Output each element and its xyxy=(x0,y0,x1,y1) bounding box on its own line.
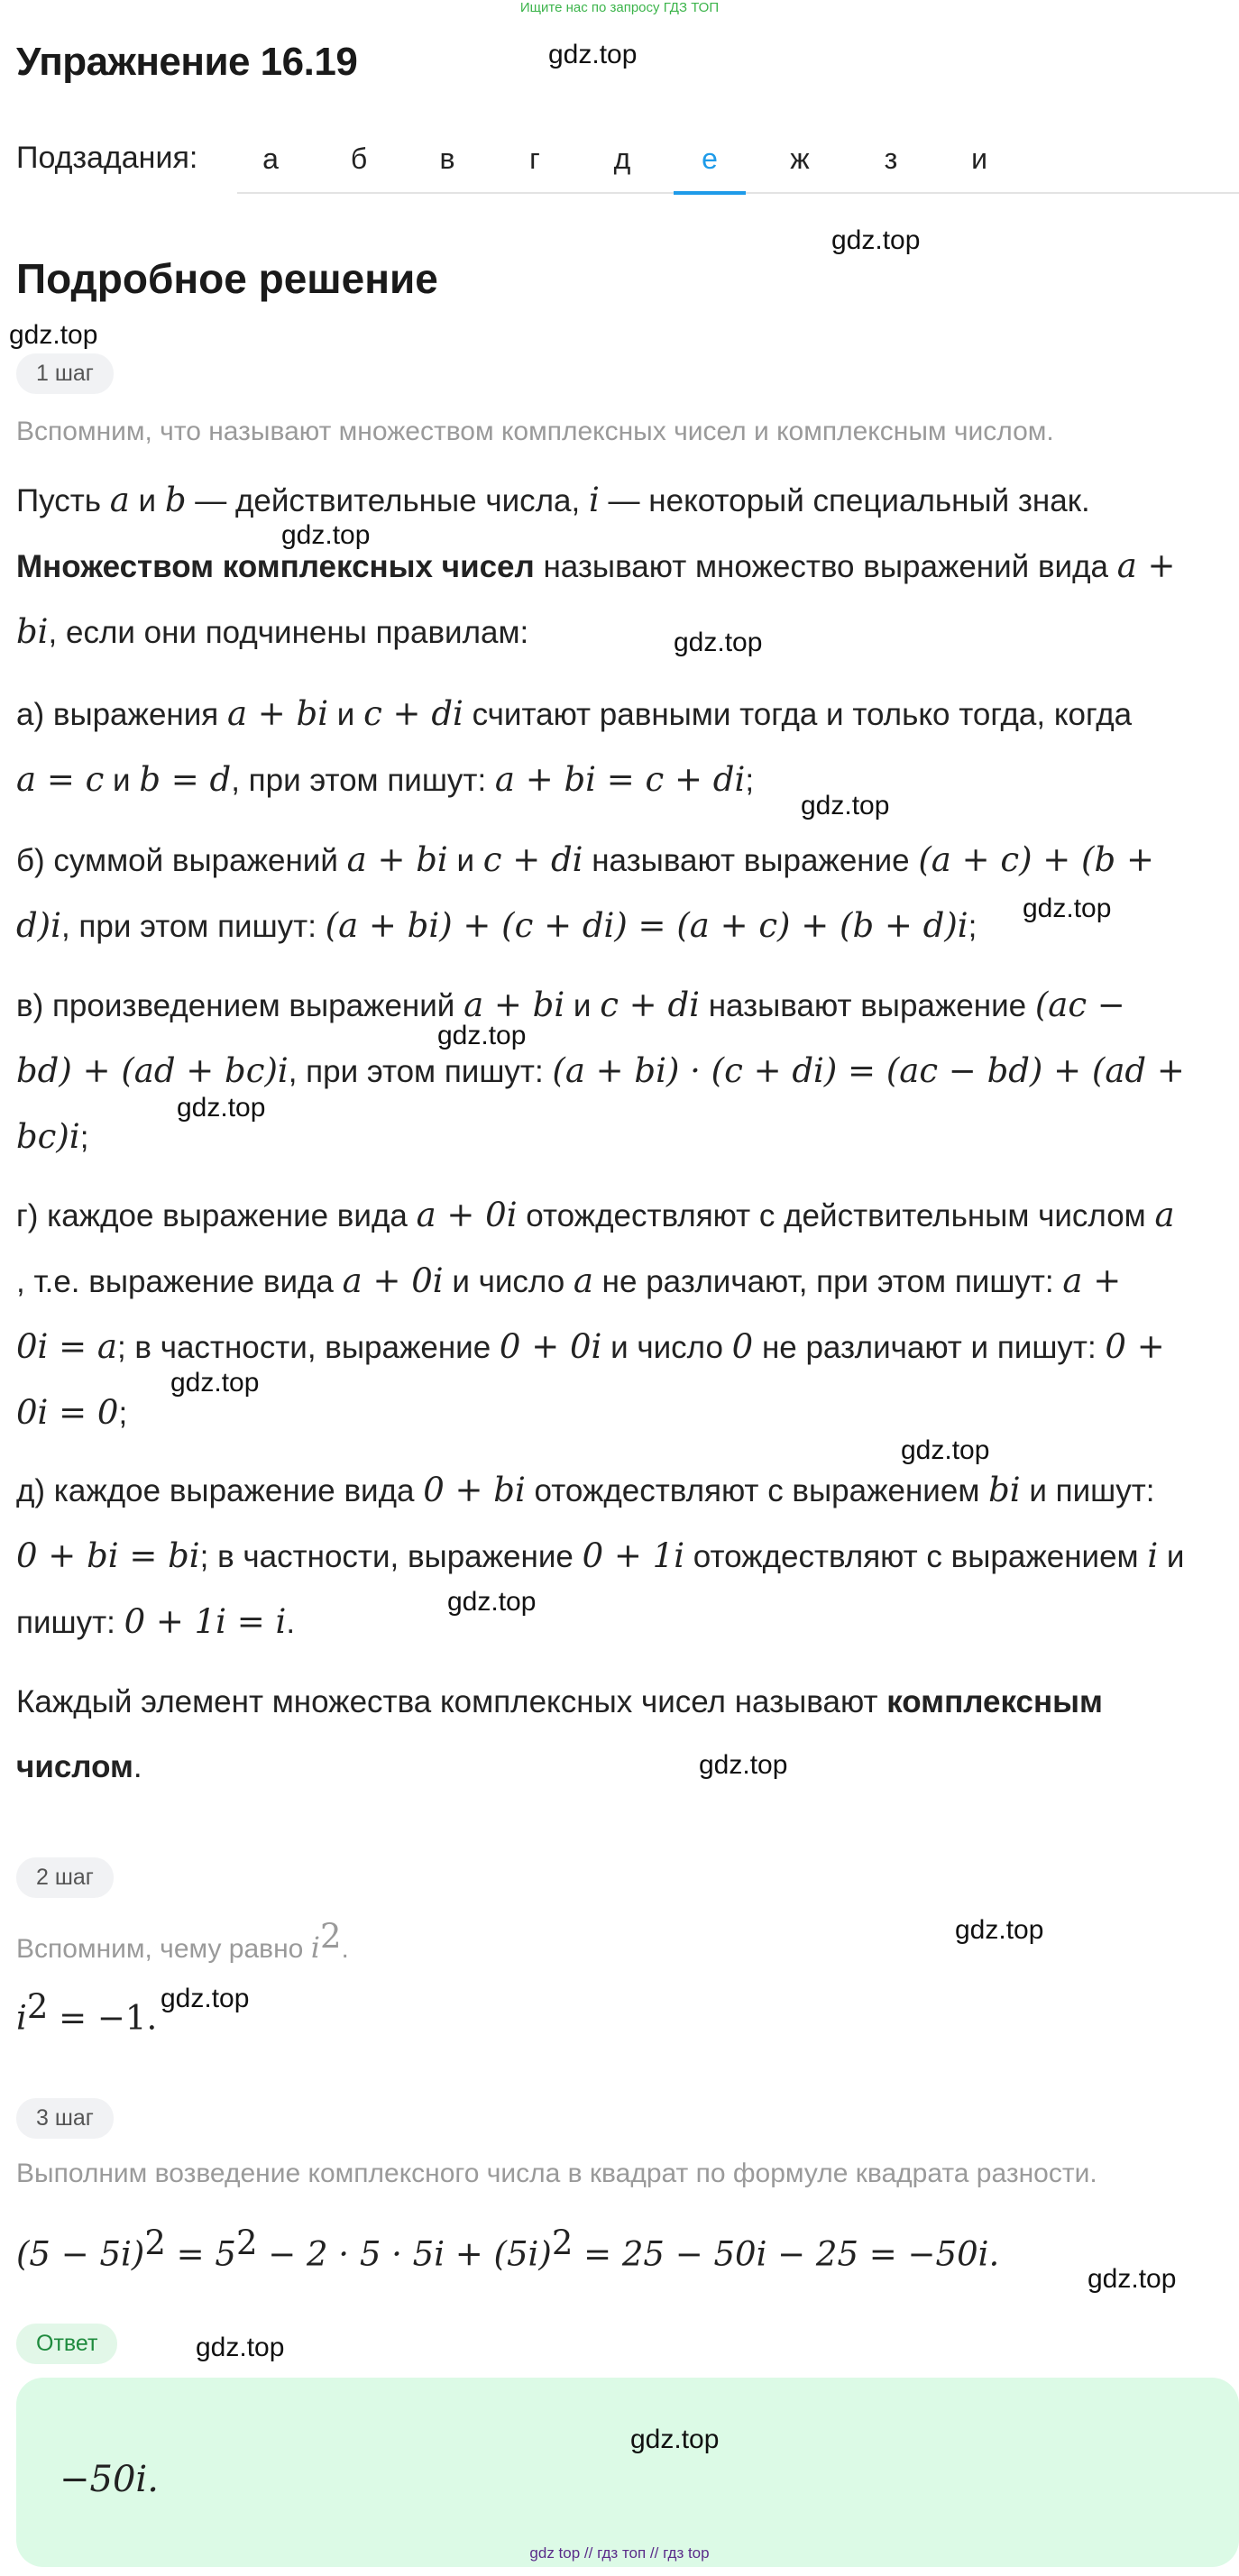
rule-d: д) каждое выражение вида 0 + bi отождествляют с выражением bi и пишут: 0 + bi = bi; в частности, выражение 0 + 1i отождествляют с выражением i и пишут: 0 + 1i = i. xyxy=(16,1471,1185,1641)
page-title: Упражнение 16.19 xyxy=(16,40,358,84)
subtask-nav xyxy=(16,137,1239,195)
step-3-badge: 3 шаг xyxy=(16,2098,114,2139)
step-2-equation: $i^2 = -1$. xyxy=(16,1987,158,2038)
watermark: gdz.top xyxy=(161,1984,250,2013)
step-1-intro: Пусть a и b — действительные числа, i — некоторый специальный знак. xyxy=(16,481,1090,519)
complex-number-definition: Каждый элемент множества комплексных чисел называют комплексным числом. xyxy=(16,1684,1103,1784)
tab-i[interactable]: и xyxy=(971,142,987,175)
watermark: gdz.top xyxy=(1023,894,1112,923)
watermark: gdz.top xyxy=(447,1587,537,1617)
watermark: gdz.top xyxy=(196,2333,285,2362)
step-3-hint: Выполним возведение комплексного числа в квадрат по формуле квадрата разности. xyxy=(16,2159,1097,2188)
watermark: gdz.top xyxy=(901,1435,990,1465)
rule-a: а) выражения a + bi и c + di считают равными тогда и только тогда, когда a = c и b = d, при этом пишут: a + bi = c + di; xyxy=(16,694,1133,799)
tab-d[interactable]: д xyxy=(613,142,631,175)
step-2-hint: Вспомним, чему равно $i^2$. xyxy=(16,1917,349,1965)
rule-g: г) каждое выражение вида a + 0i отождествляют с действительным числом a , т.е. выражение вида a + 0i и число a не различают, при этом пишут: a + 0i = a; в частности, выражение 0 + 0i и число 0 не различают и пишут: 0 + 0i = 0; xyxy=(16,1196,1175,1432)
footer-links: gdz top // гдз топ // гдз top xyxy=(529,2544,710,2562)
answer-value: −50i. xyxy=(60,2459,159,2500)
step-3-equation: $(5 - 5i)^2 = 5^2 - 2 \cdot 5 \cdot 5i + (5i)^2 = 25 - 50i - 25 = -50i$. xyxy=(16,2223,1000,2274)
top-banner: Ищите нас по запросу ГДЗ ТОП xyxy=(519,0,720,15)
tab-v[interactable]: в xyxy=(439,142,455,175)
watermark: gdz.top xyxy=(699,1750,788,1780)
watermark: gdz.top xyxy=(630,2425,720,2454)
rule-b: б) суммой выражений a + bi и c + di называют выражение (a + c) + (b + d)i, при этом пишут: (a + bi) + (c + di) = (a + c) + (b + d)i; xyxy=(16,840,1154,945)
solution-heading: Подробное решение xyxy=(16,255,438,302)
tab-a[interactable]: а xyxy=(262,142,279,175)
watermark: gdz.top xyxy=(674,628,763,657)
watermark: gdz.top xyxy=(801,791,890,820)
watermark: gdz.top xyxy=(177,1093,266,1123)
answer-box xyxy=(16,2378,1239,2567)
subtask-label: Подзадания: xyxy=(16,141,198,175)
answer-badge: Ответ xyxy=(16,2324,117,2364)
watermark: gdz.top xyxy=(1088,2264,1177,2294)
watermark: gdz.top xyxy=(281,520,371,550)
watermark: gdz.top xyxy=(955,1915,1044,1945)
watermark: gdz.top xyxy=(548,40,638,69)
tab-e[interactable]: е xyxy=(674,137,746,195)
watermark: gdz.top xyxy=(437,1021,527,1050)
step-2-badge: 2 шаг xyxy=(16,1857,114,1898)
tab-z[interactable]: з xyxy=(884,142,898,175)
step-1-hint: Вспомним, что называют множеством комплексных чисел и комплексным числом. xyxy=(16,417,1054,446)
watermark: gdz.top xyxy=(170,1368,260,1398)
tab-zh[interactable]: ж xyxy=(790,142,810,175)
rule-v: в) произведением выражений a + bi и c + di называют выражение (ac − bd) + (ad + bc)i, при этом пишут: (a + bi) · (c + di) = (ac − bd) + (ad + bc)i; xyxy=(16,985,1185,1156)
tab-g[interactable]: г xyxy=(529,142,540,175)
step-1-badge: 1 шаг xyxy=(16,353,114,394)
complex-set-definition: Множеством комплексных чисел называют множество выражений вида a + bi, если они подчинены правилам: xyxy=(16,546,1176,651)
watermark: gdz.top xyxy=(831,225,921,255)
tab-b[interactable]: б xyxy=(350,142,368,175)
watermark: gdz.top xyxy=(9,320,98,350)
